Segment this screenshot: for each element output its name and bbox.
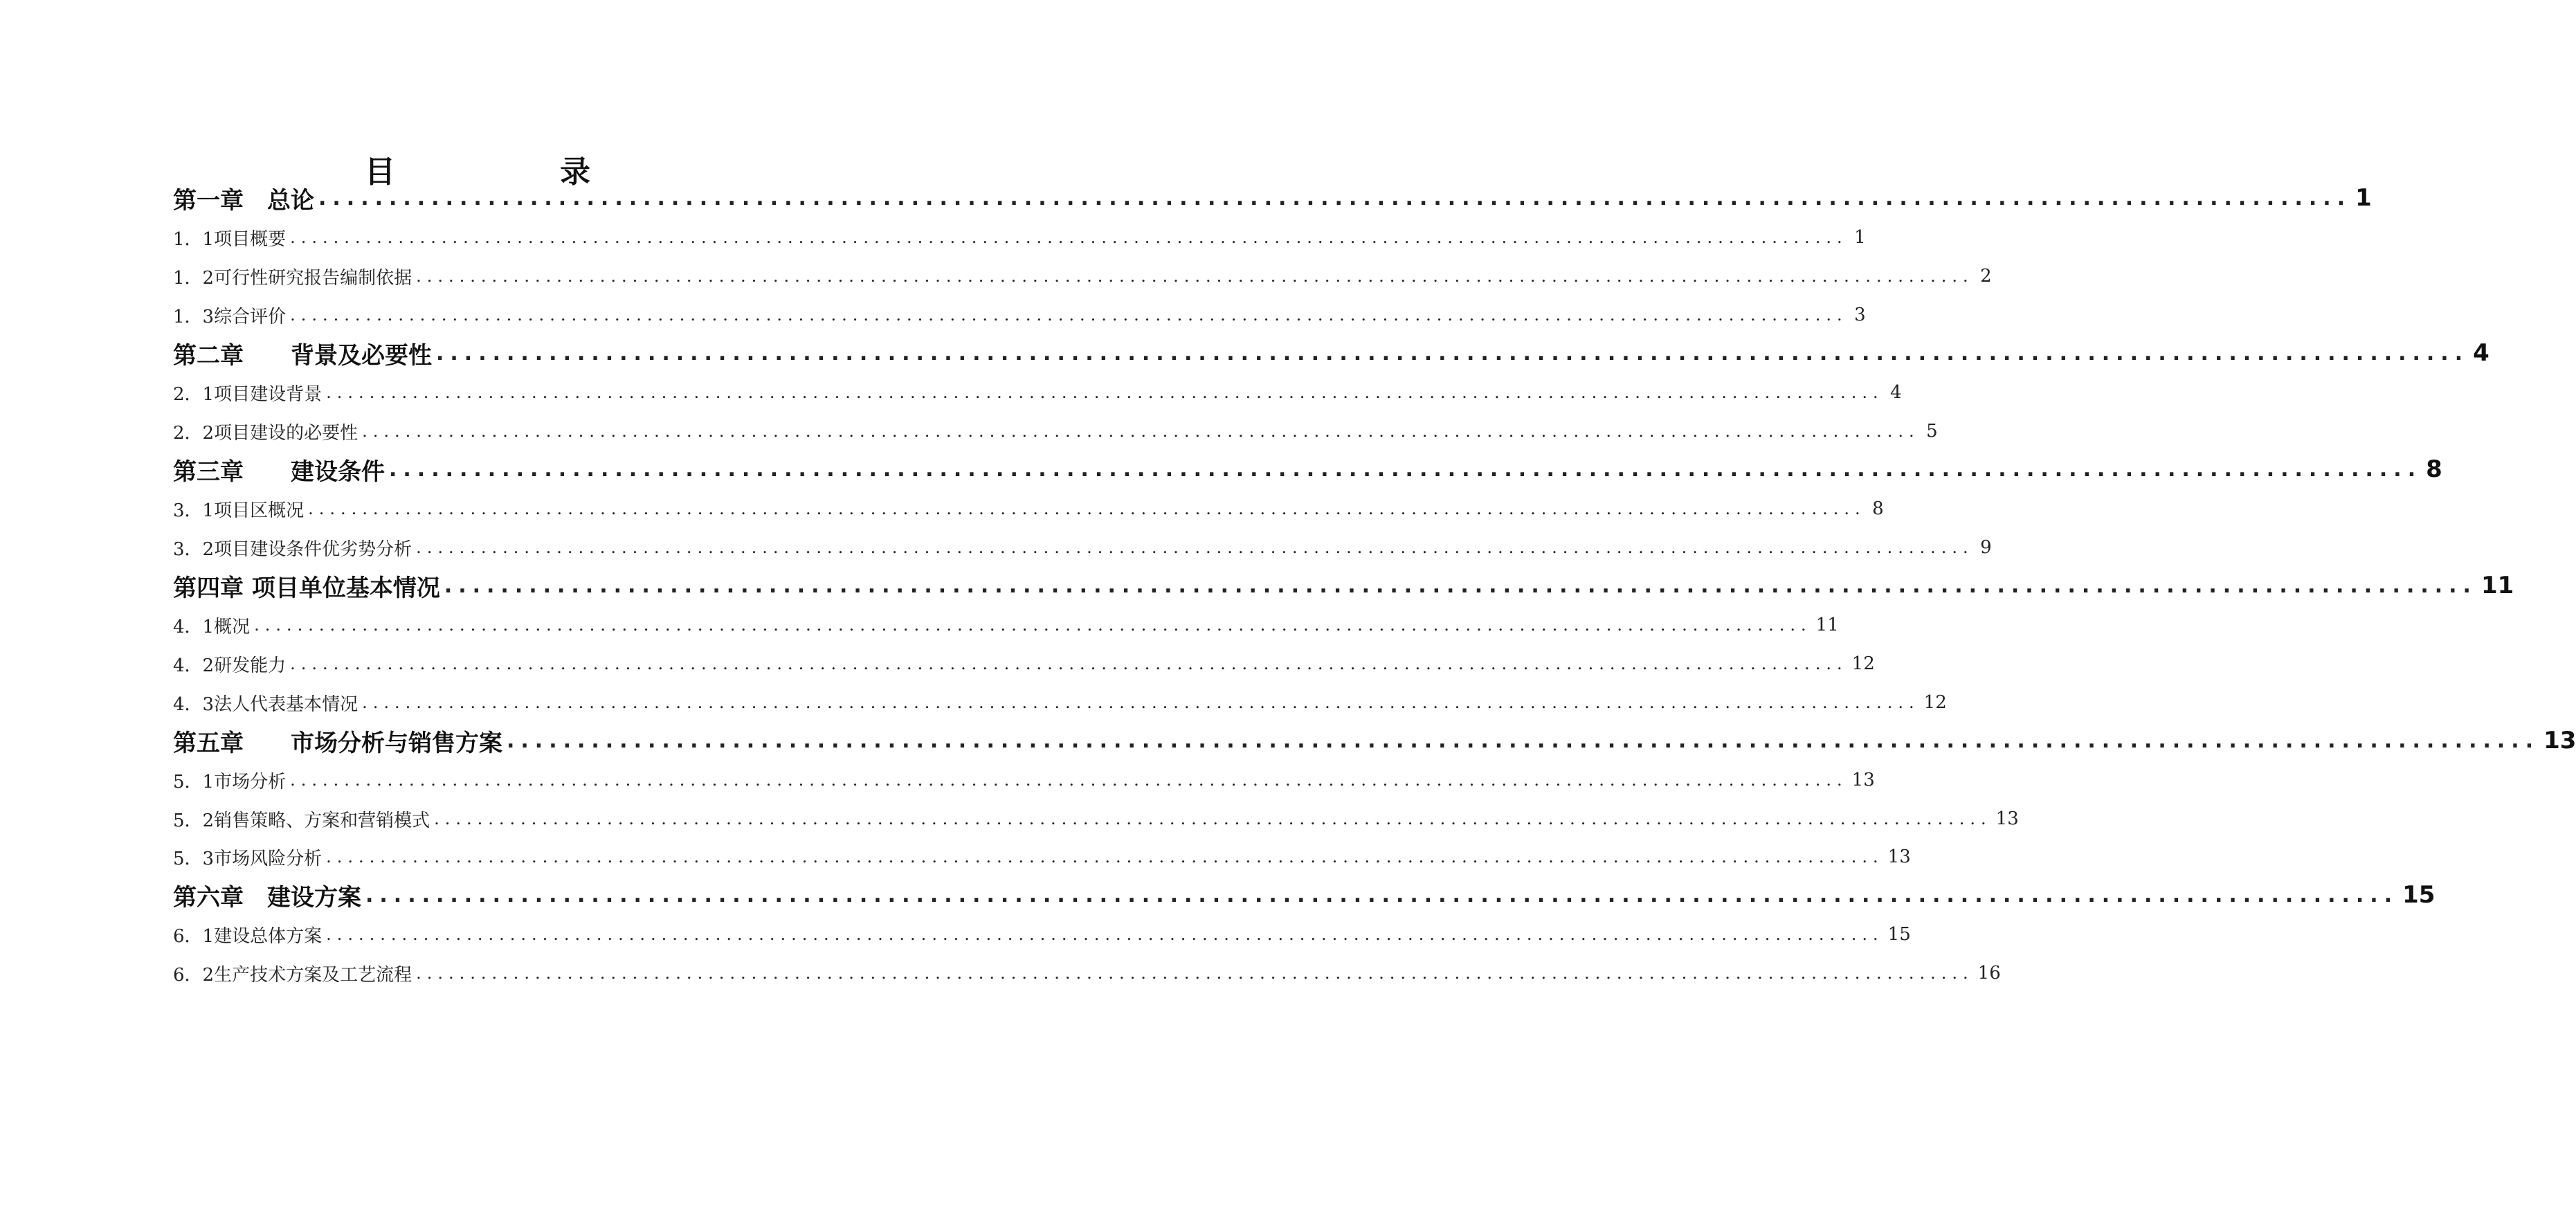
toc-entry-label: 4．2研发能力 — [173, 655, 287, 676]
toc-page-number: 2 — [1980, 266, 1992, 287]
toc-dot-leader: ................................................................................................................................................ — [416, 538, 1974, 557]
toc-chapter-entry[interactable] — [173, 879, 2436, 912]
toc-dot-leader: ................................................................................................................................................ — [290, 305, 1848, 325]
toc-page-number: 13 — [1887, 846, 1911, 867]
toc-chapter-entry[interactable] — [173, 337, 2489, 370]
toc-dot-leader: ................................................................................................................................................ — [326, 383, 1884, 402]
toc-section-entry[interactable] — [173, 377, 1902, 408]
toc-entry-label: 6．2生产技术方案及工艺流程 — [173, 964, 412, 986]
toc-page-number: 4 — [2473, 339, 2489, 367]
toc-section-entry[interactable] — [173, 260, 1992, 292]
toc-section-entry[interactable] — [173, 493, 1884, 525]
toc-dot-leader: ................................................................................................................................................ — [308, 499, 1866, 518]
toc-dot-leader: ................................................................................................................................................ — [416, 963, 1974, 983]
toc-dot-leader: ................................................................................................................................................ — [434, 809, 1992, 828]
toc-entry-label: 第三章 建设条件 — [173, 457, 385, 486]
toc-dot-leader: ................................................................................................................................................ — [318, 185, 2352, 210]
toc-entry-label: 5．1市场分析 — [173, 771, 287, 792]
toc-page-number: 11 — [1815, 615, 1839, 635]
toc-dot-leader: ................................................................................................................................................ — [507, 728, 2540, 753]
toc-entry-label: 第二章 背景及必要性 — [173, 341, 432, 370]
toc-section-entry[interactable] — [173, 687, 1947, 718]
toc-section-entry[interactable] — [173, 415, 1938, 447]
toc-entry-label: 1．2可行性研究报告编制依据 — [173, 267, 412, 289]
toc-section-entry[interactable] — [173, 532, 1992, 563]
toc-dot-leader: ................................................................................................................................................ — [416, 266, 1974, 286]
toc-section-entry[interactable] — [173, 764, 1875, 796]
toc-entry-label: 1．1项目概要 — [173, 228, 287, 250]
toc-dot-leader: ................................................................................................................................................ — [362, 422, 1920, 441]
toc-section-entry[interactable] — [173, 609, 1839, 641]
toc-chapter-entry[interactable] — [173, 182, 2372, 215]
toc-entry-label: 第一章 总论 — [173, 186, 314, 215]
toc-page-number: 5 — [1926, 421, 1938, 442]
toc-title: 目 录 — [365, 154, 625, 190]
toc-page-number: 13 — [2543, 727, 2576, 754]
toc-entry-label: 3．2项目建设条件优劣势分析 — [173, 538, 412, 560]
toc-dot-leader: ................................................................................................................................................ — [290, 770, 1848, 790]
toc-page-number: 12 — [1923, 692, 1947, 713]
toc-page-number: 13 — [1851, 770, 1875, 790]
toc-page-number: 1 — [1854, 227, 1866, 248]
toc-page-number: 8 — [2426, 455, 2442, 483]
toc-dot-leader: ................................................................................................................................................ — [290, 228, 1848, 247]
toc-entry-label: 5．3市场风险分析 — [173, 848, 323, 869]
toc-entry-label: 第五章 市场分析与销售方案 — [173, 729, 502, 757]
toc-page-number: 3 — [1854, 305, 1866, 325]
toc-section-entry[interactable] — [173, 648, 1875, 680]
toc-dot-leader: ................................................................................................................................................ — [326, 847, 1884, 867]
toc-entry-label: 6．1建设总体方案 — [173, 925, 323, 947]
toc-page-number: 13 — [1995, 808, 2019, 829]
toc-section-entry[interactable] — [173, 918, 1911, 950]
toc-section-entry[interactable] — [173, 221, 1866, 253]
toc-page-number: 9 — [1980, 537, 1992, 558]
toc-section-entry[interactable] — [173, 299, 1866, 331]
toc-entry-label: 1．3综合评价 — [173, 306, 287, 327]
toc-entry-label: 4．3法人代表基本情况 — [173, 694, 359, 715]
toc-dot-leader: ................................................................................................................................................ — [365, 882, 2399, 907]
toc-dot-leader: ................................................................................................................................................ — [444, 573, 2477, 598]
toc-page-number: 8 — [1872, 498, 1884, 519]
toc-chapter-entry[interactable] — [173, 570, 2514, 602]
toc-page-number: 11 — [2480, 572, 2514, 599]
toc-entry-label: 5．2销售策略、方案和营销模式 — [173, 810, 430, 831]
toc-entry-label: 2．1项目建设背景 — [173, 383, 323, 405]
toc-section-entry[interactable] — [173, 841, 1911, 873]
toc-list — [173, 0, 2576, 1214]
toc-page-number: 16 — [1977, 963, 2001, 984]
toc-entry-label: 第四章 项目单位基本情况 — [173, 574, 440, 602]
toc-section-entry[interactable] — [173, 803, 2019, 835]
toc-chapter-entry[interactable] — [173, 453, 2442, 486]
toc-dot-leader: ................................................................................................................................................ — [362, 693, 1920, 712]
toc-chapter-entry[interactable] — [173, 725, 2576, 757]
toc-page-number: 15 — [1887, 924, 1911, 945]
toc-section-entry[interactable] — [173, 957, 2001, 989]
toc-page-number: 4 — [1890, 382, 1902, 403]
toc-entry-label: 第六章 建设方案 — [173, 883, 361, 912]
toc-dot-leader: ................................................................................................................................................ — [290, 654, 1848, 673]
toc-entry-label: 4．1概况 — [173, 616, 251, 637]
toc-dot-leader: ................................................................................................................................................ — [389, 457, 2422, 482]
toc-page-number: 12 — [1851, 653, 1875, 674]
toc-dot-leader: ................................................................................................................................................ — [436, 341, 2469, 365]
toc-page-number: 1 — [2355, 184, 2372, 212]
toc-page-number: 15 — [2402, 881, 2436, 909]
toc-entry-label: 3．1项目区概况 — [173, 500, 305, 521]
toc-dot-leader: ................................................................................................................................................ — [326, 925, 1884, 944]
toc-entry-label: 2．2项目建设的必要性 — [173, 422, 359, 444]
toc-dot-leader: ................................................................................................................................................ — [254, 615, 1812, 635]
